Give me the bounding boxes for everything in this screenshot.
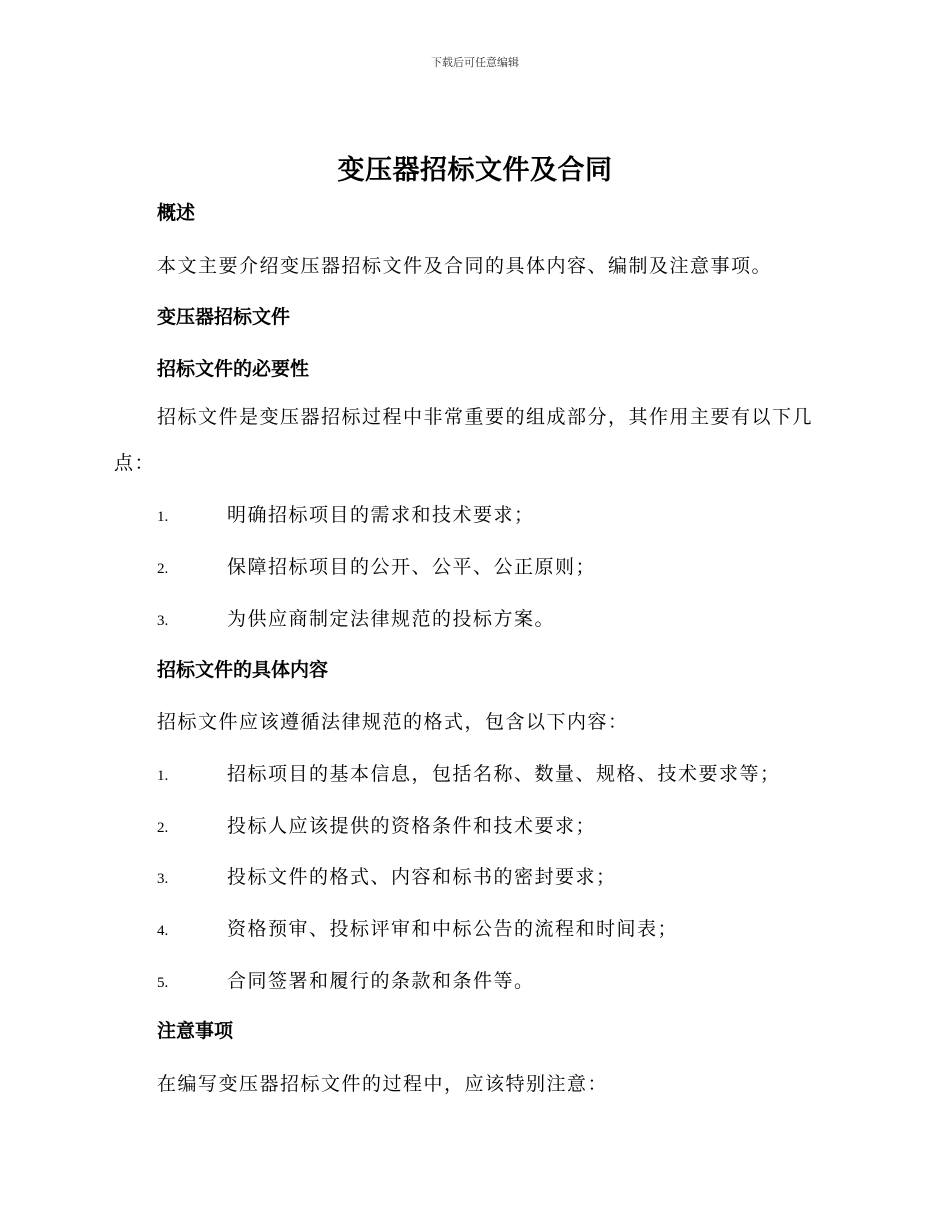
necessity-paragraph: 招标文件是变压器招标过程中非常重要的组成部分，其作用主要有以下几点： (114, 406, 814, 474)
list-item (157, 552, 596, 579)
list-text: 资格预审、投标评审和中标公告的流程和时间表； (227, 918, 679, 940)
list-text: 合同签署和履行的条款和条件等。 (227, 970, 535, 992)
list-number: 1. (157, 509, 169, 525)
heading-bidding-document: 变压器招标文件 (157, 306, 291, 328)
list-number: 2. (157, 561, 169, 577)
list-number: 3. (157, 871, 169, 887)
heading-necessity: 招标文件的必要性 (157, 358, 310, 380)
list-item (157, 500, 535, 527)
list-item (157, 966, 535, 993)
list-text: 投标人应该提供的资格条件和技术要求； (227, 815, 597, 837)
heading-overview: 概述 (157, 202, 196, 224)
list-text: 为供应商制定法律规范的投标方案。 (227, 608, 556, 630)
content-paragraph: 招标文件应该遵循法律规范的格式，包含以下内容： (157, 711, 629, 733)
list-text: 明确招标项目的需求和技术要求； (227, 504, 535, 526)
notes-paragraph: 在编写变压器招标文件的过程中，应该特别注意： (157, 1073, 609, 1095)
list-number: 4. (157, 923, 169, 939)
list-text: 保障招标项目的公开、公平、公正原则； (227, 556, 597, 578)
list-item (157, 811, 596, 838)
page-header: 下载后可任意编辑 (431, 56, 519, 69)
list-item (157, 914, 678, 941)
document-title: 变压器招标文件及合同 (337, 155, 613, 186)
list-number: 2. (157, 820, 169, 836)
list-item (157, 759, 781, 786)
list-text: 招标项目的基本信息，包括名称、数量、规格、技术要求等； (227, 763, 781, 785)
heading-notes: 注意事项 (157, 1020, 234, 1042)
list-item (157, 604, 555, 631)
list-text: 投标文件的格式、内容和标书的密封要求； (227, 866, 617, 888)
overview-paragraph: 本文主要介绍变压器招标文件及合同的具体内容、编制及注意事项。 (157, 255, 773, 277)
list-item (157, 862, 617, 889)
heading-content: 招标文件的具体内容 (157, 659, 329, 681)
list-number: 3. (157, 613, 169, 629)
list-number: 5. (157, 975, 169, 991)
list-number: 1. (157, 768, 169, 784)
